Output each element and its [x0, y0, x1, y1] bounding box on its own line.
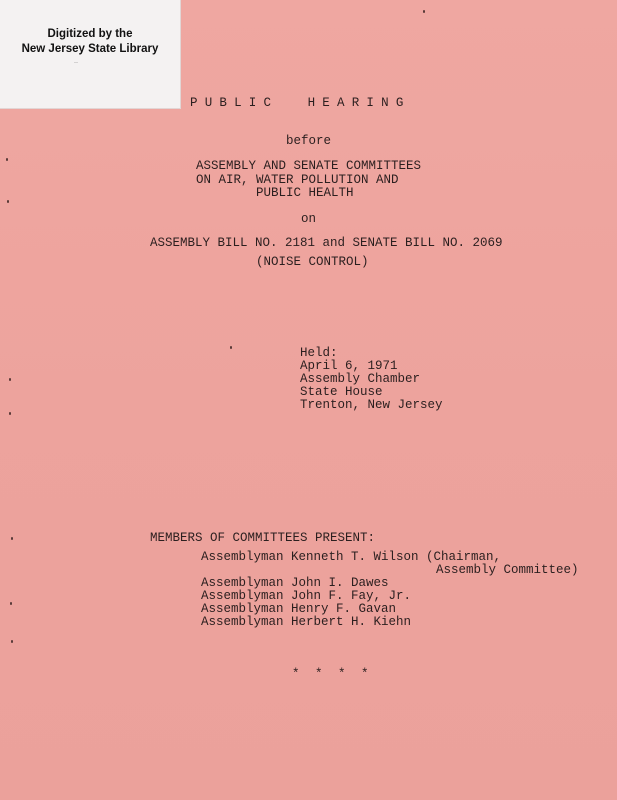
- member-line: Assembly Committee): [436, 563, 579, 577]
- members-heading: MEMBERS OF COMMITTEES PRESENT:: [150, 531, 376, 545]
- stamp-line-1: Digitized by the: [47, 28, 133, 40]
- held-label: Held:: [300, 346, 338, 360]
- paper-speck: [11, 640, 13, 643]
- bill-subject: (NOISE CONTROL): [256, 255, 369, 269]
- on-label: on: [300, 212, 316, 226]
- paper-speck: [7, 200, 9, 203]
- member-line: Assemblyman Herbert H. Kiehn: [201, 615, 412, 629]
- committee-line-3: PUBLIC HEALTH: [256, 186, 354, 200]
- paper-speck: [423, 10, 425, 13]
- paper-speck: [6, 158, 8, 161]
- bill-numbers: ASSEMBLY BILL NO. 2181 and SENATE BILL NO. 2069: [150, 236, 503, 250]
- separator-stars: * * * *: [292, 667, 373, 681]
- paper-speck: [230, 346, 232, 349]
- paper-speck: [9, 378, 11, 381]
- paper-speck: [10, 602, 12, 605]
- member-line: Assemblyman John I. Dawes: [201, 576, 389, 590]
- document-title: PUBLIC HEARING: [190, 96, 411, 110]
- member-line: Assemblyman Henry F. Gavan: [201, 602, 397, 616]
- paper-speck: [9, 412, 11, 415]
- held-place-2: State House: [300, 385, 383, 399]
- paper-speck: [11, 537, 13, 540]
- committee-line-1: ASSEMBLY AND SENATE COMMITTEES: [196, 159, 422, 173]
- held-place-1: Assembly Chamber: [300, 372, 421, 386]
- digitization-stamp: [0, 0, 181, 109]
- held-place-3: Trenton, New Jersey: [300, 398, 443, 412]
- stamp-mark: ··: [74, 60, 78, 66]
- before-label: before: [285, 134, 331, 148]
- committee-line-2: ON AIR, WATER POLLUTION AND: [196, 173, 399, 187]
- member-line: Assemblyman John F. Fay, Jr.: [201, 589, 412, 603]
- stamp-line-2: New Jersey State Library: [21, 43, 159, 55]
- held-date: April 6, 1971: [300, 359, 398, 373]
- member-line: Assemblyman Kenneth T. Wilson (Chairman,: [201, 550, 502, 564]
